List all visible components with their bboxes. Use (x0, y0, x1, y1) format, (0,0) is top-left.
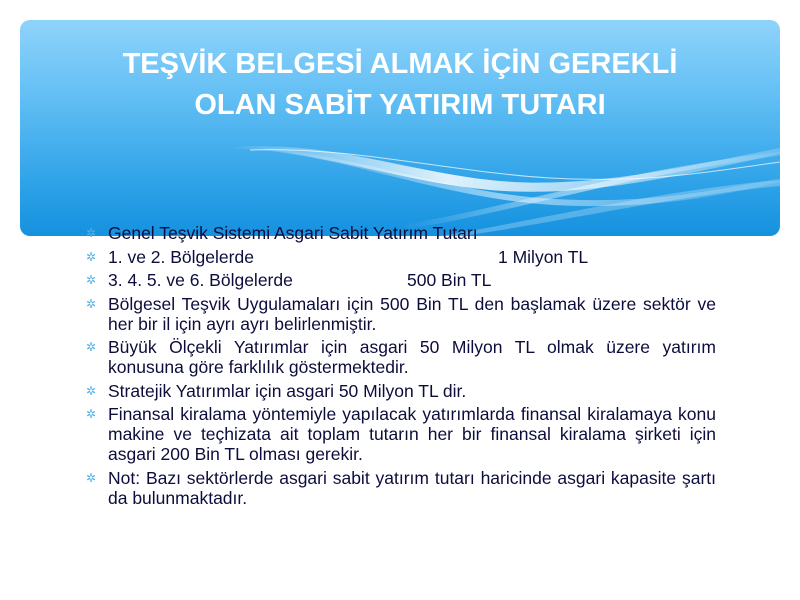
bullet-value: 1 Milyon TL (498, 246, 589, 267)
star-bullet-icon: ✲ (85, 407, 97, 421)
title-line-2: OLAN SABİT YATIRIM TUTARI (194, 89, 606, 121)
bullet-text: Büyük Ölçekli Yatırımlar için asgari 50 Milyon TL olmak üzere yatırım konusuna göre farklılık göstermektedir. (108, 337, 716, 377)
list-item (84, 247, 716, 267)
list-item (84, 294, 716, 334)
list-item (84, 404, 716, 464)
star-bullet-icon: ✲ (85, 273, 97, 287)
bullet-text: Bölgesel Teşvik Uygulamaları için 500 Bin TL den başlamak üzere sektör ve her bir il için ayrı ayrı belirlenmiştir. (108, 293, 716, 334)
star-bullet-icon: ✲ (85, 249, 97, 264)
list-item (84, 468, 716, 508)
star-bullet-icon: ✲ (85, 226, 97, 240)
bullet-label: 1. ve 2. Bölgelerde (108, 246, 254, 267)
bullet-text: Finansal kiralama yöntemiyle yapılacak yatırımlarda finansal kiralamaya konu makine ve teçhizata ait toplam tutarın her bir finansal kiralama şirketi için asgari 200 Bin TL olması gerekir. (108, 404, 716, 464)
bullet-text: Stratejik Yatırımlar için asgari 50 Milyon TL dir. (108, 380, 467, 401)
bullet-value: 500 Bin TL (407, 270, 492, 290)
bullet-label: 3. 4. 5. ve 6. Bölgelerde (108, 270, 293, 290)
star-bullet-icon: ✲ (85, 470, 97, 485)
bullet-list (84, 223, 716, 511)
star-bullet-icon: ✲ (85, 340, 97, 354)
bullet-text: Genel Teşvik Sistemi Asgari Sabit Yatırım Tutarı (108, 223, 478, 243)
slide-title (20, 44, 780, 126)
title-line-1: TEŞVİK BELGESİ ALMAK İÇİN GEREKLİ (122, 48, 678, 80)
star-bullet-icon: ✲ (85, 383, 97, 398)
list-item (84, 381, 716, 401)
list-item (84, 337, 716, 377)
star-bullet-icon: ✲ (85, 296, 97, 311)
list-item (84, 270, 716, 290)
bullet-text: Not: Bazı sektörlerde asgari sabit yatırım tutarı haricinde asgari kapasite şartı da bulunmaktadır. (108, 467, 716, 508)
list-item (84, 223, 716, 243)
